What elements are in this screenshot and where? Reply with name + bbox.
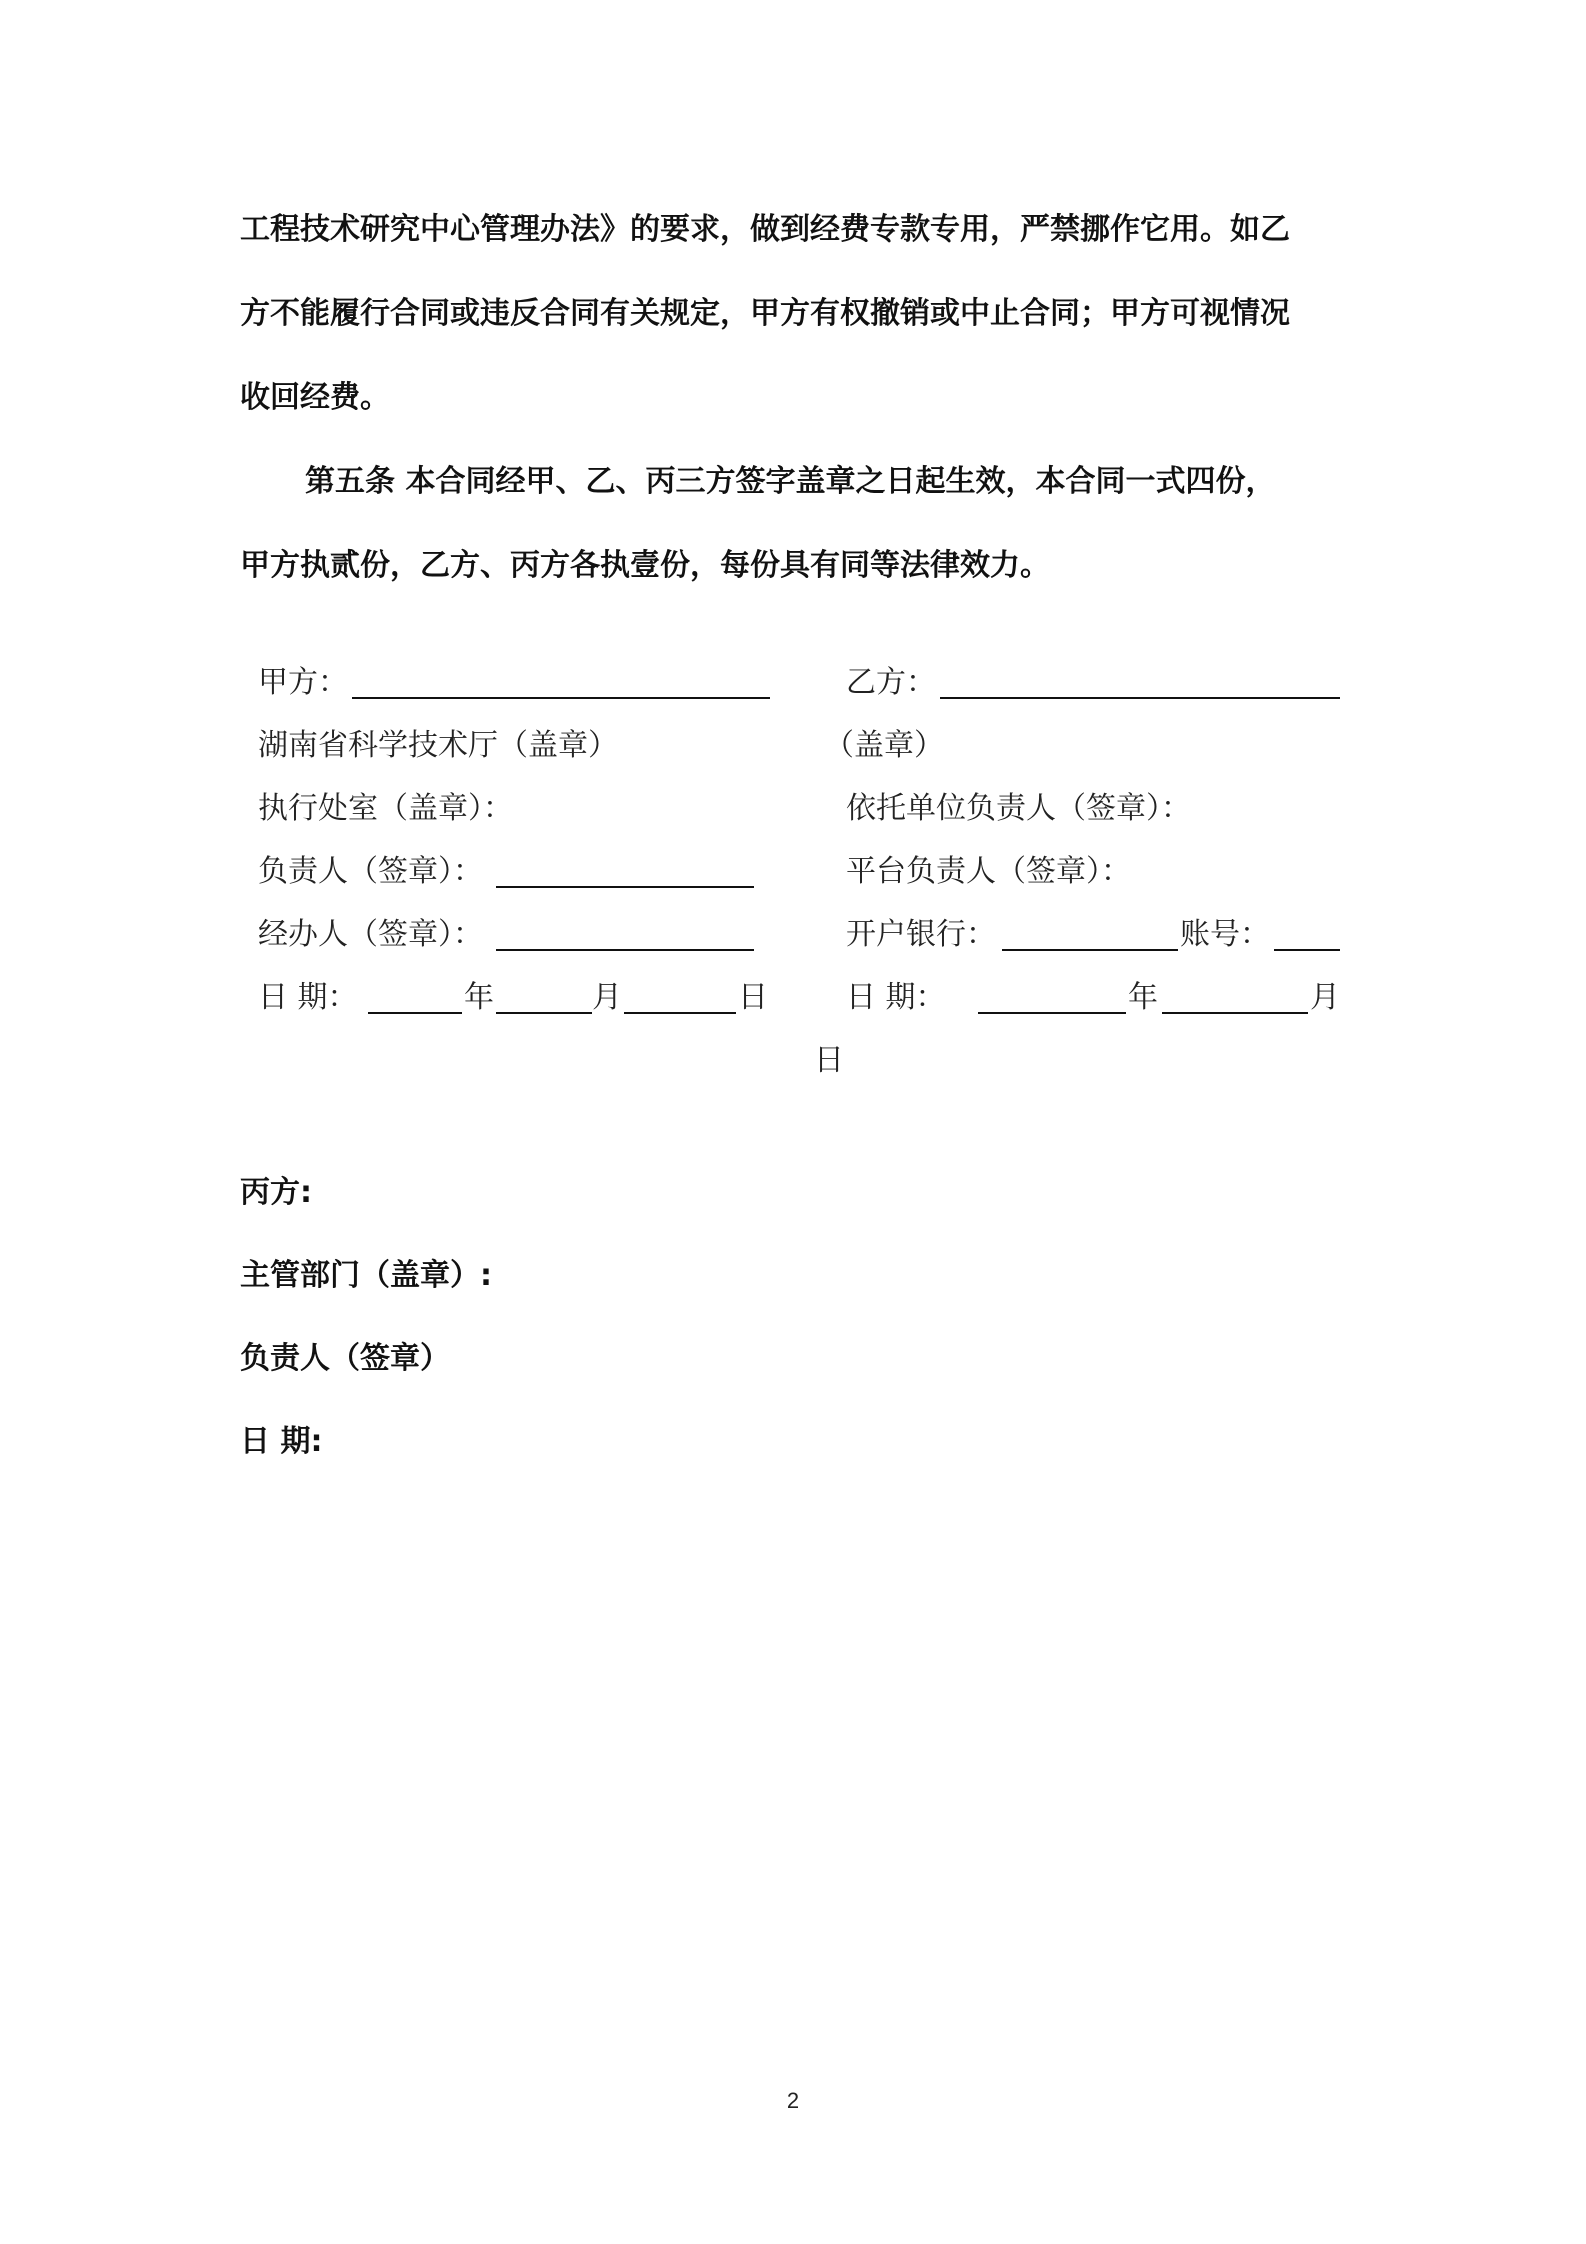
party-a-org: 湖南省科学技术厅（盖章） [258,728,618,763]
party-b-year: 年 [1128,980,1158,1015]
party-b-platform-leader: 平台负责人（签章）： [846,854,1131,889]
party-a-month: 月 [592,980,622,1015]
party-b-label: 乙方： [846,665,936,700]
party-b-account-label: 账号： [1180,917,1270,952]
party-a-month-line [496,1012,592,1014]
party-b-day: 日 [814,1043,844,1078]
party-a-leader-line [496,886,754,888]
party-b-signature-line [940,697,1340,699]
page-number: 2 [786,2088,800,2113]
party-a-day: 日 [738,980,768,1015]
party-a-leader-label: 负责人（签章）： [258,854,483,889]
party-a-label: 甲方： [258,665,348,700]
party-c-leader: 负责人（签章） [240,1341,450,1376]
party-a-year-line [368,1012,462,1014]
party-c-date: 日 期: [240,1424,323,1459]
party-b-month-line [1162,1012,1308,1014]
party-a-office: 执行处室（盖章）： [258,791,513,826]
article-five-line-2: 甲方执贰份，乙方、丙方各执壹份，每份具有同等法律效力。 [240,548,1050,583]
body-line-1: 工程技术研究中心管理办法》的要求，做到经费专款专用，严禁挪作它用。如乙 [240,212,1290,247]
party-b-year-line [978,1012,1126,1014]
party-b-date-label: 日 期： [846,980,946,1015]
party-a-date-label: 日 期： [258,980,358,1015]
article-five-line-1: 第五条 本合同经甲、乙、丙三方签字盖章之日起生效，本合同一式四份， [305,464,1276,499]
party-a-day-line [624,1012,736,1014]
party-b-bank-label: 开户银行： [846,917,996,952]
party-b-month: 月 [1310,980,1340,1015]
party-b-account-line [1274,949,1340,951]
party-a-handler-label: 经办人（签章）： [258,917,483,952]
party-a-signature-line [352,697,770,699]
party-b-bank-line [1002,949,1178,951]
party-c-label: 丙方: [240,1175,312,1210]
party-b-seal: （盖章） [824,728,944,763]
party-a-year: 年 [464,980,494,1015]
body-line-2: 方不能履行合同或违反合同有关规定，甲方有权撤销或中止合同；甲方可视情况 [240,296,1290,331]
party-c-dept: 主管部门（盖章）: [240,1258,492,1293]
body-line-3: 收回经费。 [240,380,390,415]
party-a-handler-line [496,949,754,951]
party-b-unit-leader: 依托单位负责人（签章）： [846,791,1191,826]
